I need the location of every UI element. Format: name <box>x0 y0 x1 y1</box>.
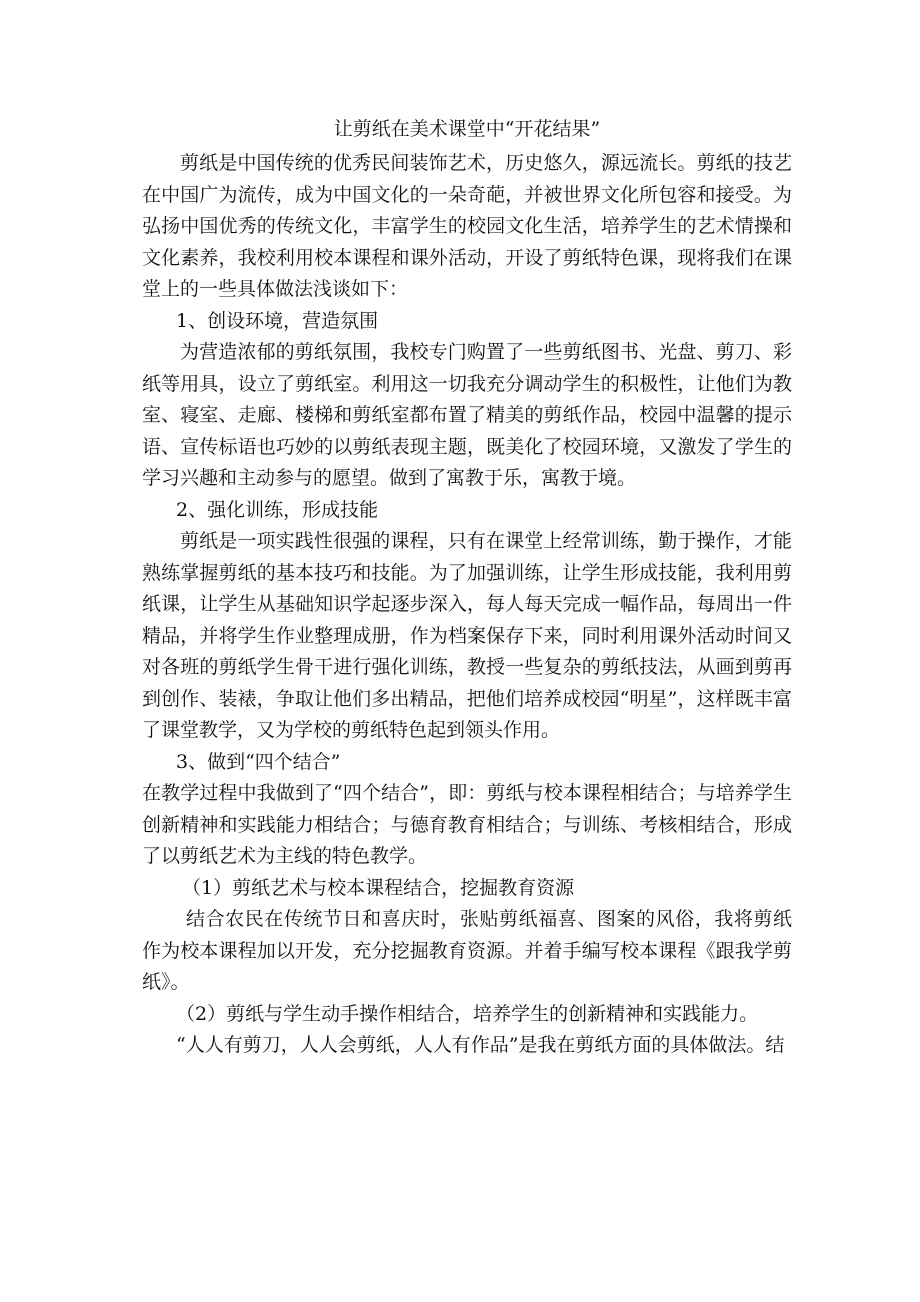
subsection-paragraph-2: “人人有剪刀，人人会剪纸，人人有作品”是我在剪纸方面的具体做法。结 <box>176 1034 785 1056</box>
intro-paragraph: 剪纸是中国传统的优秀民间装饰艺术，历史悠久，源远流长。剪纸的技艺在中国广为流传，成为中国文化的一朵奇葩，并被世界文化所包容和接受。为弘扬中国优秀的传统文化，丰富学生的校园文化生活，培养学生的艺术情操和文化素养，我校利用校本课程和课外活动，开设了剪纸特色课，现将我们在课堂上的一些具体做法浅谈如下： <box>142 152 792 300</box>
section-heading-3: 3、做到“四个结合” <box>176 750 341 773</box>
subsection-heading-1: （1）剪纸艺术与校本课程结合，挖掘教育资源 <box>182 876 575 899</box>
subsection-heading-2: （2）剪纸与学生动手操作相结合，培养学生的创新精神和实践能力。 <box>176 1002 759 1025</box>
section-heading-1: 1、创设环境，营造氛围 <box>176 309 379 332</box>
document-title: 让剪纸在美术课堂中“开花结果” <box>333 118 601 140</box>
section-paragraph-3: 在教学过程中我做到了“四个结合”，即：剪纸与校本课程相结合；与培养学生创新精神和实践能力相结合；与德育教育相结合；与训练、考核相结合，形成了以剪纸艺术为主线的特色教学。 <box>142 782 792 867</box>
document-body <box>142 116 792 1062</box>
section-paragraph-2: 剪纸是一项实践性很强的课程，只有在课堂上经常训练，勤于操作，才能熟练掌握剪纸的基本技巧和技能。为了加强训练，让学生形成技能，我利用剪纸课，让学生从基础知识学起逐步深入，每人每天完成一幅作品，每周出一件精品，并将学生作业整理成册，作为档案保存下来，同时利用课外活动时间又对各班的剪纸学生骨干进行强化训练，教授一些复杂的剪纸技法，从画到剪再到创作、装裱，争取让他们多出精品，把他们培养成校园“明星”，这样既丰富了课堂教学，又为学校的剪纸特色起到领头作用。 <box>142 530 792 741</box>
subsection-paragraph-1: 结合农民在传统节日和喜庆时，张贴剪纸福喜、图案的风俗，我将剪纸作为校本课程加以开发，充分挖掘教育资源。并着手编写校本课程《跟我学剪纸》。 <box>142 908 792 993</box>
section-heading-2: 2、强化训练，形成技能 <box>176 498 379 521</box>
section-paragraph-1: 为营造浓郁的剪纸氛围，我校专门购置了一些剪纸图书、光盘、剪刀、彩纸等用具，设立了剪纸室。利用这一切我充分调动学生的积极性，让他们为教室、寝室、走廊、楼梯和剪纸室都布置了精美的剪纸作品，校园中温馨的提示语、宣传标语也巧妙的以剪纸表现主题，既美化了校园环境，又激发了学生的学习兴趣和主动参与的愿望。做到了寓教于乐，寓教于境。 <box>142 341 792 489</box>
